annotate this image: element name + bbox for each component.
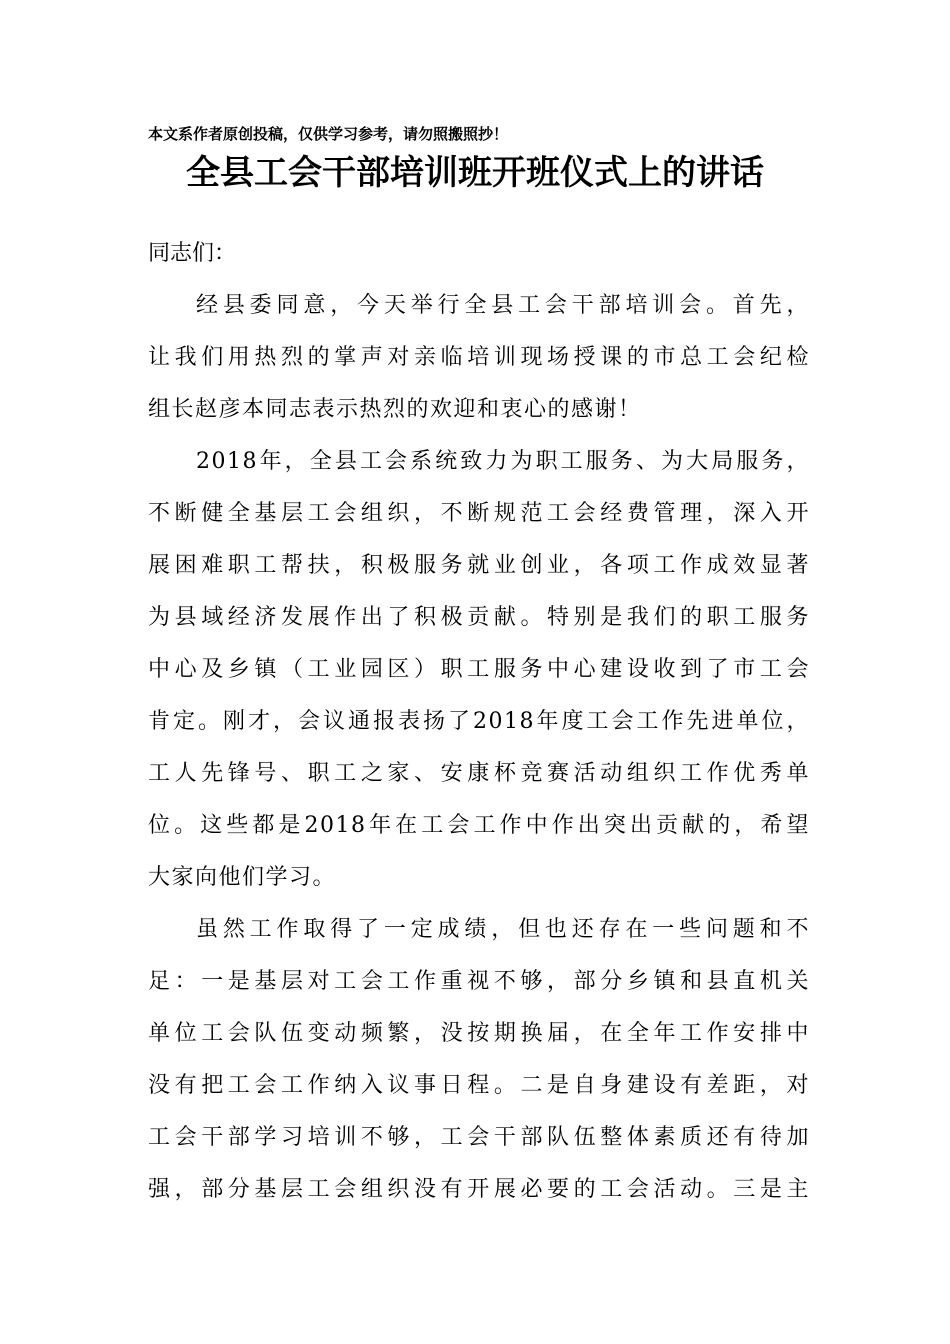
paragraph-line: 展困难职工帮扶，积极服务就业创业，各项工作成效显著 — [148, 553, 810, 578]
paragraph-line: 位。这些都是2018年在工会工作中作出突出贡献的，希望 — [148, 813, 810, 838]
paragraph-line: 工人先锋号、职工之家、安康杯竞赛活动组织工作优秀单 — [148, 761, 810, 786]
paragraph-1 — [148, 280, 810, 436]
paragraph-line: 为县域经济发展作出了积极贡献。特别是我们的职工服务 — [148, 605, 810, 630]
paragraph-3 — [148, 904, 810, 1216]
salutation: 同志们： — [148, 241, 237, 266]
paragraph-line: 不断健全基层工会组织，不断规范工会经费管理，深入开 — [148, 501, 810, 526]
paragraph-line: 组长赵彦本同志表示热烈的欢迎和衷心的感谢！ — [148, 397, 642, 422]
paragraph-line: 大家向他们学习。 — [148, 865, 337, 890]
paragraph-line: 经县委同意，今天举行全县工会干部培训会。首先， — [196, 293, 810, 318]
speech-body — [148, 228, 810, 1216]
paragraph-line: 足：一是基层对工会工作重视不够，部分乡镇和县直机关 — [148, 969, 810, 994]
paragraph-line: 单位工会队伍变动频繁，没按期换届，在全年工作安排中 — [148, 1021, 810, 1046]
paragraph-line: 2018年，全县工会系统致力为职工服务、为大局服务， — [196, 449, 810, 474]
paragraph-line: 中心及乡镇（工业园区）职工服务中心建设收到了市工会 — [148, 657, 810, 682]
paragraph-line: 让我们用热烈的掌声对亲临培训现场授课的市总工会纪检 — [148, 345, 810, 370]
paragraph-line: 强，部分基层工会组织没有开展必要的工会活动。三是主 — [148, 1177, 810, 1202]
paragraph-line: 虽然工作取得了一定成绩，但也还存在一些问题和不 — [196, 917, 810, 942]
copyright-notice: 本文系作者原创投稿，仅供学习参考，请勿照搬照抄！ — [148, 125, 509, 143]
paragraph-line: 没有把工会工作纳入议事日程。二是自身建设有差距，对 — [148, 1073, 810, 1098]
paragraph-line: 肯定。刚才，会议通报表扬了2018年度工会工作先进单位， — [148, 709, 810, 734]
paragraph-2 — [148, 436, 810, 904]
paragraph-line: 工会干部学习培训不够，工会干部队伍整体素质还有待加 — [148, 1125, 810, 1150]
page-title: 全县工会干部培训班开班仪式上的讲话 — [186, 153, 764, 193]
